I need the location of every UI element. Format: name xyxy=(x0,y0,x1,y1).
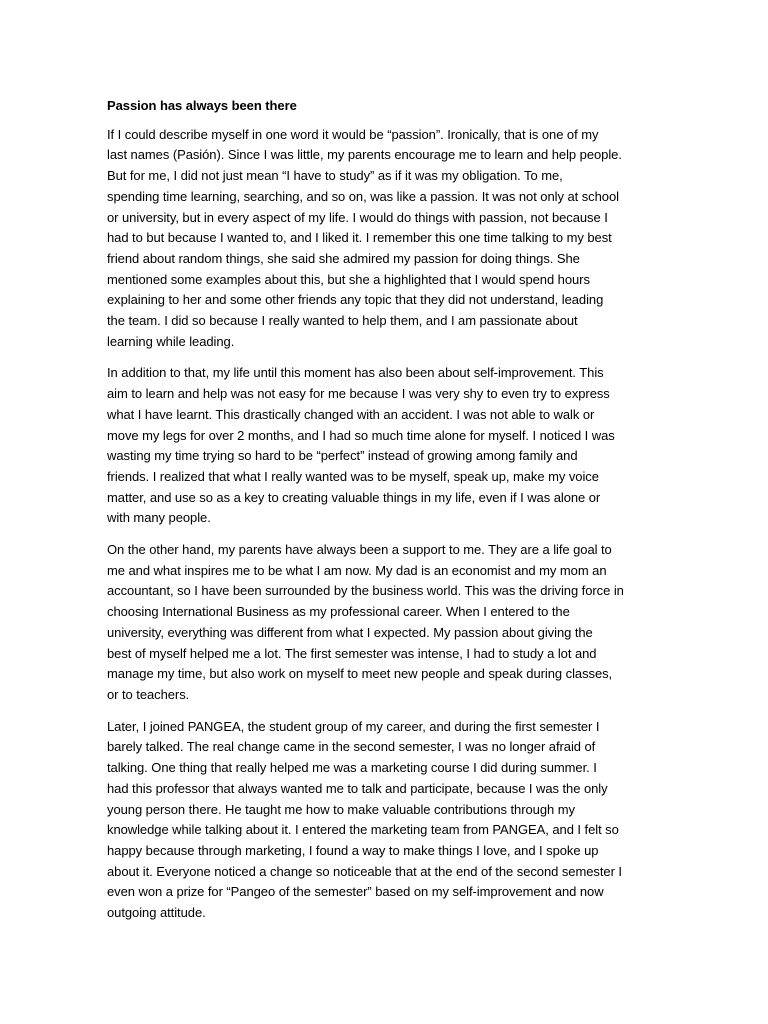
paragraph-self-improvement: In addition to that, my life until this moment has also been about self-improvement. This aim to learn and help was not easy for me because I was very shy to even try to express what I have learnt. This drastically changed with an accident. I was not able to walk or move my legs for over 2 months, and I had so much time alone for myself. I noticed I was wasting my time trying so hard to be “perfect” instead of growing among family and friends. I realized that what I really wanted was to be myself, speak up, make my voice matter, and use so as a key to creating valuable things in my life, even if I was alone or with many people. xyxy=(107,365,615,526)
paragraph-pangea: Later, I joined PANGEA, the student group of my career, and during the first semester I barely talked. The real change came in the second semester, I was no longer afraid of talking. One thing that really helped me was a marketing course I did during summer. I had this professor that always wanted me to talk and participate, because I was the only young person there. He taught me how to make valuable contributions through my knowledge while talking about it. I entered the marketing team from PANGEA, and I felt so happy because through marketing, I found a way to make things I love, and I spoke up about it. Everyone noticed a change so noticeable that at the end of the second semester I even won a prize for “Pangeo of the semester” based on my self-improvement and now outgoing attitude. xyxy=(107,718,622,921)
paragraph-passion: If I could describe myself in one word it would be “passion”. Ironically, that is one of my last names (Pasión). Since I was little, my parents encourage me to learn and help people. But for me, I did not just mean “I have to study” as if it was my obligation. To me, spending time learning, searching, and so on, was like a passion. It was not only at school or university, but in every aspect of my life. I would do things with passion, not because I had to but because I wanted to, and I liked it. I remember this one time talking to my best friend about random things, she said she admired my passion for doing things. She mentioned some examples about this, but she a highlighted that I would spend hours explaining to her and some other friends any topic that they did not understand, leading the team. I did so because I really wanted to help them, and I am passionate about learning while leading. xyxy=(107,126,622,349)
paragraph-parents-support: On the other hand, my parents have always been a support to me. They are a life goal to me and what inspires me to be what I am now. My dad is an economist and my mom an accountant, so I have been surrounded by the business world. This was the driving force in choosing International Business as my professional career. When I entered to the university, everything was different from what I expected. My passion about giving the best of myself helped me a lot. The first semester was intense, I had to study a lot and manage my time, but also work on myself to meet new people and speak during classes, or to teachers. xyxy=(107,542,624,702)
document-title: Passion has always been there xyxy=(107,98,297,113)
